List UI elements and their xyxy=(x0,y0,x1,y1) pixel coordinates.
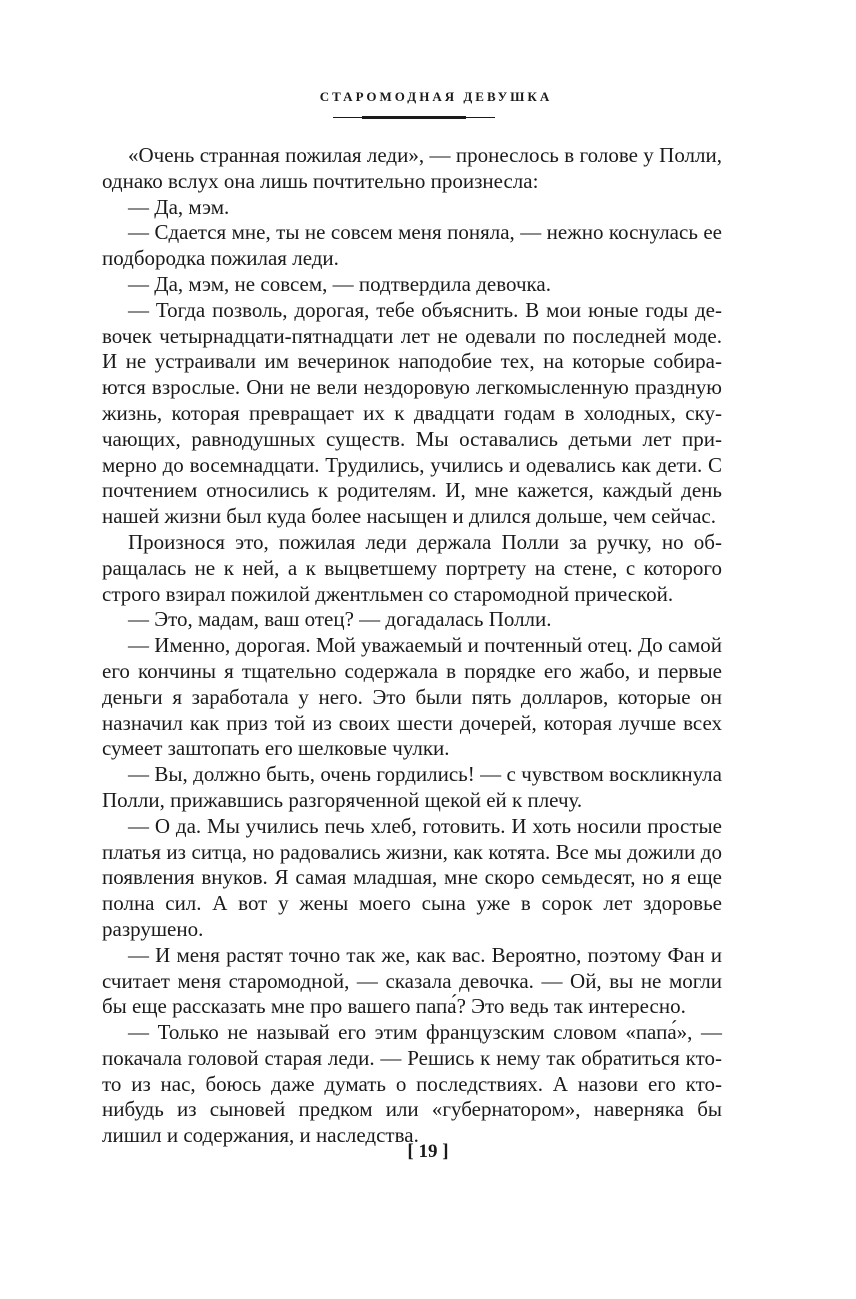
paragraph: — Именно, дорогая. Мой уважаемый и почтенный отец. До самой его кончины я тщательно содержала в порядке его жабо, и первые деньги я заработала у него. Это были пять долларов, которые он назначил как приз той из своих шести дочерей, которая лучше всех сумеет заштопать его шелковые чулки. xyxy=(102,633,722,761)
page-header xyxy=(0,88,856,106)
paragraph: — Вы, должно быть, очень гордились! — с чувством воскликнула Полли, прижавшись разгоряченной щекой ей к плечу. xyxy=(102,762,722,812)
paragraph: «Очень странная пожилая леди», — пронеслось в голове у Полли, однако вслух она лишь почтительно произнесла: xyxy=(102,143,722,193)
paragraph: — Сдается мне, ты не совсем меня поняла, — нежно коснулась ее подбородка пожилая леди. xyxy=(102,220,722,271)
body-text xyxy=(102,143,722,1149)
paragraph: — Да, мэм. xyxy=(128,194,230,219)
paragraph: — Да, мэм, не совсем, — подтвердила девочка. xyxy=(128,271,551,296)
paragraph: Произнося это, пожилая леди держала Полли за ручку, но обращалась не к ней, а к выцветшему портрету на стене, с которого строго взирал пожилой джентльмен со старомодной прической. xyxy=(102,529,722,606)
running-title: СТАРОМОДНАЯ ДЕВУШКА xyxy=(319,89,553,104)
paragraph: — Только не называй его этим французским словом «папа́», — покачала головой старая леди. — Решись к нему так обратиться кто-то из нас, боюсь даже думать о последствиях. А назови его кто-нибудь из сыновей предком или «губернатором», наверняка бы лишил и содержания, и наследства. xyxy=(102,1020,722,1148)
paragraph: — Тогда позволь, дорогая, тебе объяснить. В мои юные годы девочек четырнадцати-пятнадцати лет не одевали по последней моде. И не устраивали им вечеринок наподобие тех, на которые собираются взрослые. Они не вели нездоровую легкомысленную праздную жизнь, которая превращает их к двадцати годам в холодных, скучающих, равнодушных существ. Мы оставались детьми лет примерно до восемнадцати. Трудились, учились и одевались как дети. С почтением относились к родителям. И, мне кажется, каждый день нашей жизни был куда более насыщен и длился дольше, чем сейчас. xyxy=(102,297,722,529)
paragraph: — Это, мадам, ваш отец? — догадалась Полли. xyxy=(128,607,552,632)
paragraph: — О да. Мы учились печь хлеб, готовить. И хоть носили простые платья из ситца, но радовались жизни, как котята. Все мы дожили до появления внуков. Я самая младшая, мне скоро семьдесят, но я еще полна сил. А вот у жены моего сына уже в сорок лет здоровье разрушено. xyxy=(102,813,722,941)
header-rule-accent xyxy=(362,116,466,119)
paragraph: — И меня растят точно так же, как вас. Вероятно, поэтому Фан и считает меня старомодной, — сказала девочка. — Ой, вы не могли бы еще рассказать мне про вашего папа́? Это ведь так интересно. xyxy=(102,942,722,1019)
page-number: [ 19 ] xyxy=(407,1141,449,1162)
